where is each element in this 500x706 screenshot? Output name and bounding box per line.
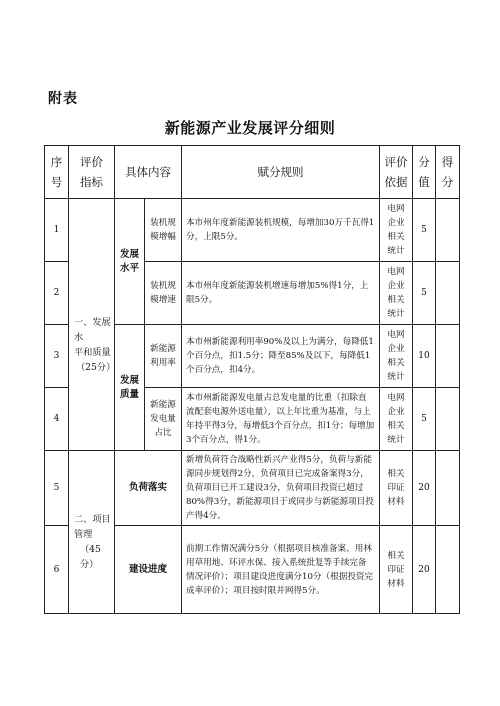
row-number: 5 xyxy=(45,451,69,526)
score-value: 5 xyxy=(413,199,436,262)
gained-cell xyxy=(436,199,460,262)
rule-text: 本市州年度新能源装机增速每增加5%得1分，上限5分。 xyxy=(182,262,380,325)
scoring-table xyxy=(44,145,460,614)
row-number: 2 xyxy=(45,262,69,325)
gained-cell xyxy=(436,451,460,526)
indicator-group-1: 一、发展水 平和质量 （25分） xyxy=(69,199,115,451)
header-rules: 赋分规则 xyxy=(182,146,380,199)
rule-text: 本市州年度新能源装机规模，每增加30万千瓦得1分，上限5分。 xyxy=(182,199,380,262)
rule-text: 新增负荷符合战略性新兴产业得5分，负荷与新能源同步规划得2分，负荷项目已完成备案得3分，负荷项目已开工建设3分，负荷项目投资已超过80%得3分，新能源项目于或同步与新能源项目投产得4分。 xyxy=(182,451,380,526)
score-value: 20 xyxy=(413,451,436,526)
score-value: 10 xyxy=(413,325,436,388)
rule-text: 前期工作情况满分5分（根据项目核准备案、用林用草用地、环评水保、接入系统批复等手续完备情况评价）；项目建设进度满分10分（根据投资完成率评价）；项目按时限并网得5分。 xyxy=(182,526,380,614)
rule-text: 本市州新能源利用率90%及以上为满分，每降低1个百分点，扣1.5分；降至85%及以下，每降低1个百分点，扣4分。 xyxy=(182,325,380,388)
row-number: 3 xyxy=(45,325,69,388)
table-header-row xyxy=(45,146,460,199)
basis-text: 相关 印证 材料 xyxy=(380,451,413,526)
row-number: 6 xyxy=(45,526,69,614)
header-basis: 评价 依据 xyxy=(380,146,413,199)
score-value: 20 xyxy=(413,526,436,614)
content-item: 装机规 模增速 xyxy=(145,262,182,325)
header-content: 具体内容 xyxy=(115,146,182,199)
gained-cell xyxy=(436,526,460,614)
sub-indicator-load: 负荷落实 xyxy=(115,451,182,526)
basis-text: 相关 印证 材料 xyxy=(380,526,413,614)
page-title: 新能源产业发展评分细则 xyxy=(164,119,336,137)
sub-indicator-quality: 发展 质量 xyxy=(115,325,145,451)
score-value: 5 xyxy=(413,262,436,325)
header-indicator: 评价 指标 xyxy=(69,146,115,199)
basis-text: 电网 企业 相关 统计 xyxy=(380,199,413,262)
content-item: 新能源 发电量 占比 xyxy=(145,388,182,451)
basis-text: 电网 企业 相关 统计 xyxy=(380,325,413,388)
gained-cell xyxy=(436,262,460,325)
row-number: 4 xyxy=(45,388,69,451)
indicator-group-2: 二、项目 管理 （45分） xyxy=(69,451,115,614)
basis-text: 电网 企业 相关 统计 xyxy=(380,388,413,451)
row-number: 1 xyxy=(45,199,69,262)
sub-indicator-build: 建设进度 xyxy=(115,526,182,614)
appendix-label: 附表 xyxy=(48,91,78,107)
rule-text: 本市州新能源发电量占总发电量的比重（扣除直流配套电源外送电量），以上年比重为基准，与上年持平得3分，每增低3个百分点，扣1分；每增加3个百分点，得1分。 xyxy=(182,388,380,451)
score-value: 5 xyxy=(413,388,436,451)
content-item: 装机规 模增幅 xyxy=(145,199,182,262)
gained-cell xyxy=(436,388,460,451)
header-seq: 序 号 xyxy=(45,146,69,199)
sub-indicator-level: 发展 水平 xyxy=(115,199,145,325)
gained-cell xyxy=(436,325,460,388)
content-item: 新能源 利用率 xyxy=(145,325,182,388)
header-gained: 得 分 xyxy=(436,146,460,199)
basis-text: 电网 企业 相关 统计 xyxy=(380,262,413,325)
header-score: 分 值 xyxy=(413,146,436,199)
table-row xyxy=(45,451,460,526)
table-row xyxy=(45,199,460,262)
